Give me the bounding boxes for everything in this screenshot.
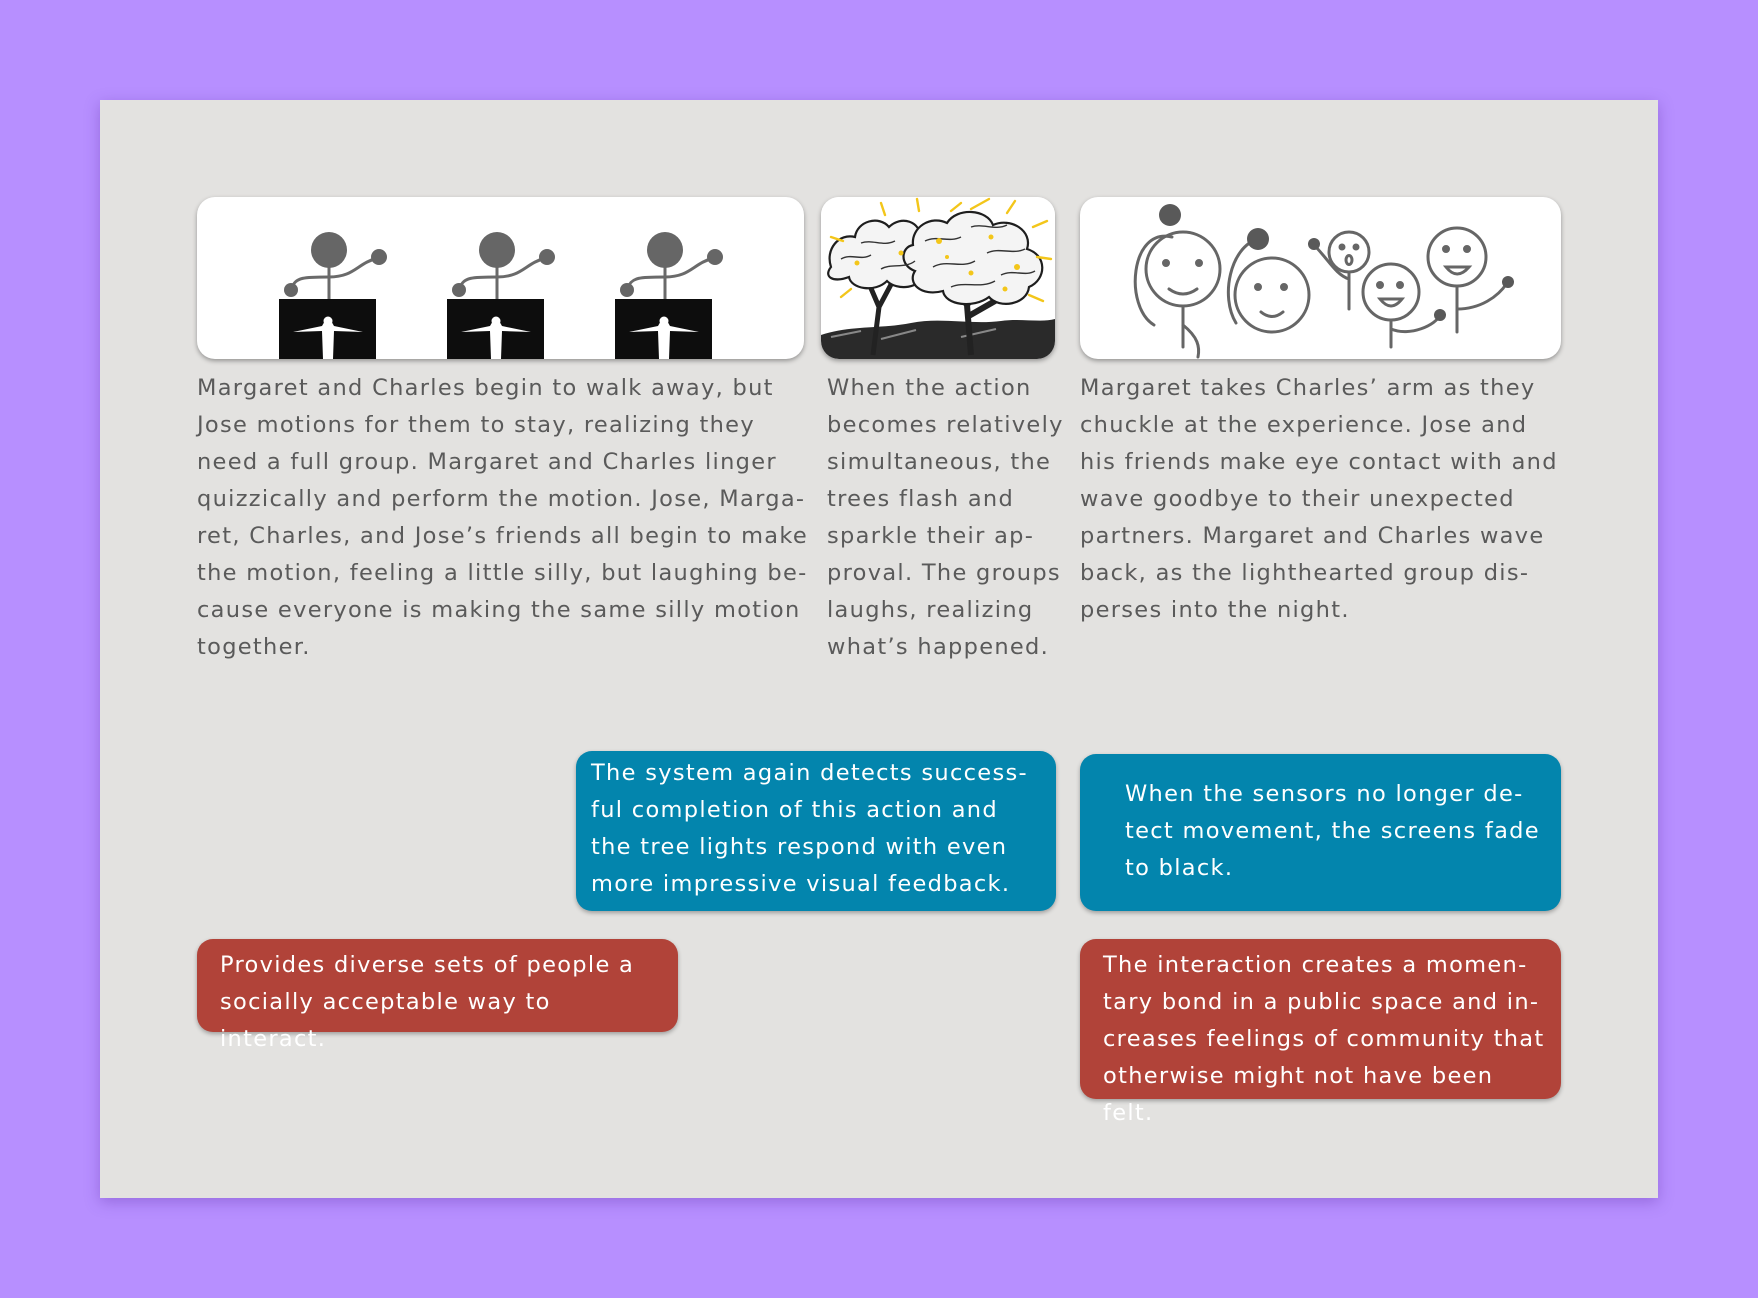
storyboard-panel-middle (821, 197, 1055, 359)
three-figures-at-screens-illustration (197, 197, 804, 359)
caption-middle: When the action becomes relatively simultaneous, the trees flash and sparkle their ap-proval. The groups laughs, realizing what’s happened. (827, 375, 1064, 660)
figure-at-screen-icon (447, 232, 555, 359)
outcome-note-left: Provides diverse sets of people a socially acceptable way to interact. (197, 939, 678, 1032)
storyboard-page (100, 100, 1658, 1198)
caption-left: Margaret and Charles begin to walk away, but Jose motions for them to stay, realizing they need a full group. Margaret and Charles linger quizzically and perform the motion. Jose, Marga-ret, Charles, and Jose’s friends all begin to make the motion, feeling a little silly, but laughing be-cause everyone is making the same silly motion together. (197, 375, 809, 660)
smiling-group-waving-illustration (1080, 197, 1561, 359)
outcome-note-right: The interaction creates a momen-tary bond in a public space and in-creases feelings of community that otherwise might not have been felt. (1080, 939, 1561, 1099)
storyboard-panel-right (1080, 197, 1561, 359)
sparkling-trees-illustration (821, 197, 1055, 359)
figure-at-screen-icon (615, 232, 723, 359)
system-note-right: When the sensors no longer de-tect movement, the screens fade to black. (1080, 754, 1561, 911)
system-note-middle: The system again detects success-ful completion of this action and the tree lights respond with even more impressive visual feedback. (576, 751, 1056, 911)
storyboard-panel-left (197, 197, 804, 359)
figure-at-screen-icon (279, 232, 387, 359)
caption-right: Margaret takes Charles’ arm as they chuckle at the experience. Jose and his friends make eye contact with and wave goodbye to their unexpected partners. Margaret and Charles wave back, as the lighthearted group dis-perses into the night. (1080, 375, 1558, 623)
